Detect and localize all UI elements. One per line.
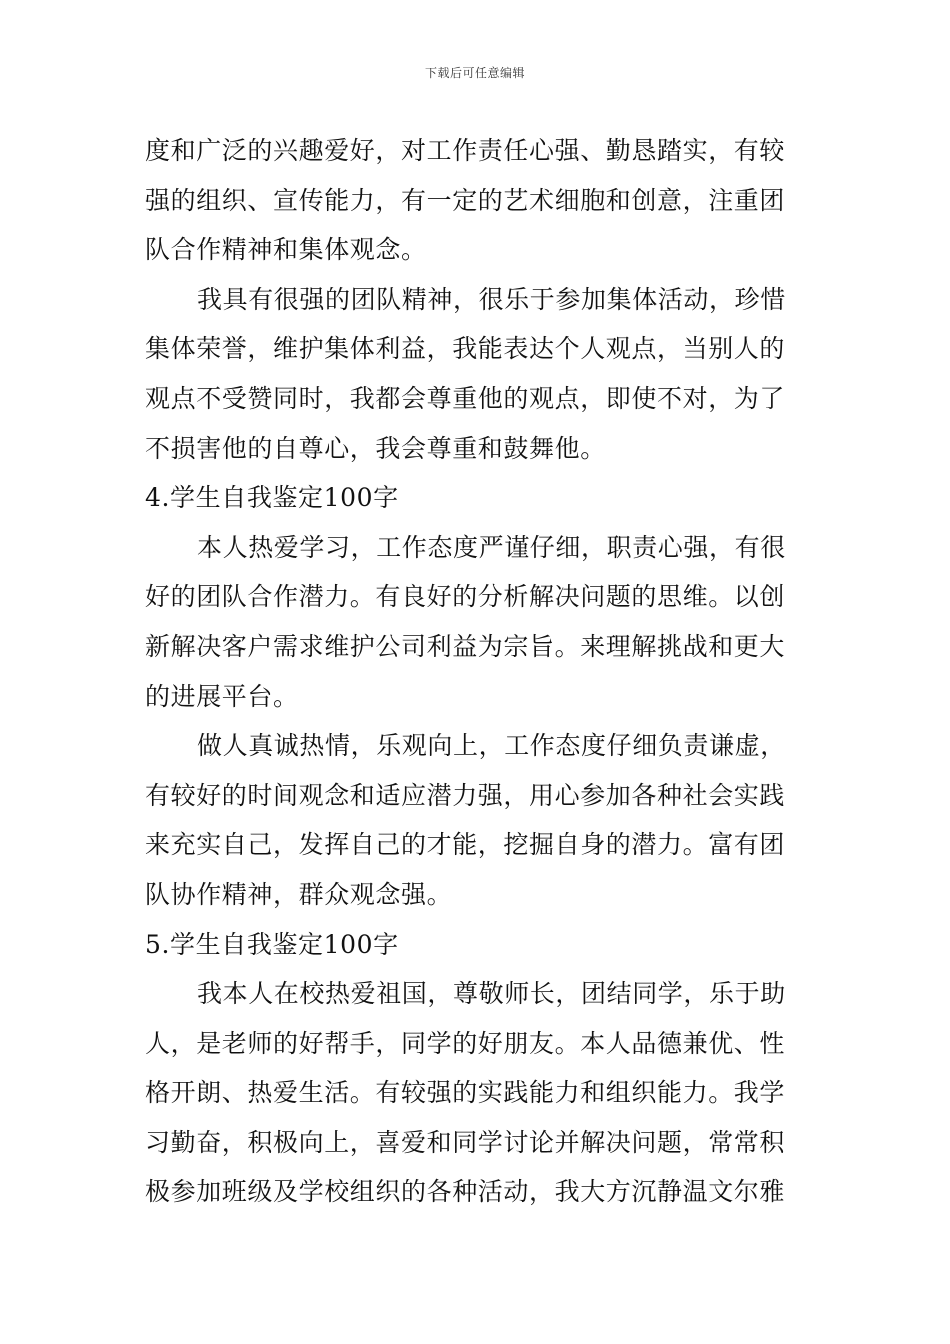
text-line: 队合作精神和集体观念。 xyxy=(145,235,427,265)
page-header: 下载后可任意编辑 xyxy=(424,66,525,80)
text-line: 有较好的时间观念和适应潜力强，用心参加各种社会实践 xyxy=(145,780,786,810)
paragraph-first-line: 本人热爱学习，工作态度严谨仔细，职责心强，有很 xyxy=(197,532,786,562)
text-line: 极参加班级及学校组织的各种活动，我大方沉静温文尔雅 xyxy=(145,1177,786,1207)
text-line: 格开朗、热爱生活。有较强的实践能力和组织能力。我学 xyxy=(145,1078,786,1108)
text-line: 新解决客户需求维护公司利益为宗旨。来理解挑战和更大 xyxy=(145,631,786,661)
text-line: 观点不受赞同时，我都会尊重他的观点，即使不对，为了 xyxy=(145,383,786,413)
section-heading: 5.学生自我鉴定100字 xyxy=(145,929,399,959)
text-line: 强的组织、宣传能力，有一定的艺术细胞和创意，注重团 xyxy=(145,185,786,215)
paragraph-first-line: 我本人在校热爱祖国，尊敬师长，团结同学，乐于助 xyxy=(197,979,786,1009)
text-line: 集体荣誉，维护集体利益，我能表达个人观点，当别人的 xyxy=(145,334,786,364)
text-line: 来充实自己，发挥自己的才能，挖掘自身的潜力。富有团 xyxy=(145,830,786,860)
text-line: 度和广泛的兴趣爱好，对工作责任心强、勤恳踏实，有较 xyxy=(145,136,786,165)
paragraph-first-line: 做人真诚热情，乐观向上，工作态度仔细负责谦虚， xyxy=(197,731,786,761)
paragraph-first-line: 我具有很强的团队精神，很乐于参加集体活动，珍惜 xyxy=(197,284,786,314)
text-line: 的进展平台。 xyxy=(145,681,299,711)
text-line: 好的团队合作潜力。有良好的分析解决问题的思维。以创 xyxy=(145,582,786,612)
text-line: 不损害他的自尊心，我会尊重和鼓舞他。 xyxy=(145,433,606,463)
document-body xyxy=(145,126,810,1217)
section-heading: 4.学生自我鉴定100字 xyxy=(145,483,399,513)
text-line: 人，是老师的好帮手，同学的好朋友。本人品德兼优、性 xyxy=(145,1028,786,1058)
text-line: 队协作精神，群众观念强。 xyxy=(145,879,453,909)
text-line: 习勤奋，积极向上，喜爱和同学讨论并解决问题，常常积 xyxy=(145,1127,786,1157)
